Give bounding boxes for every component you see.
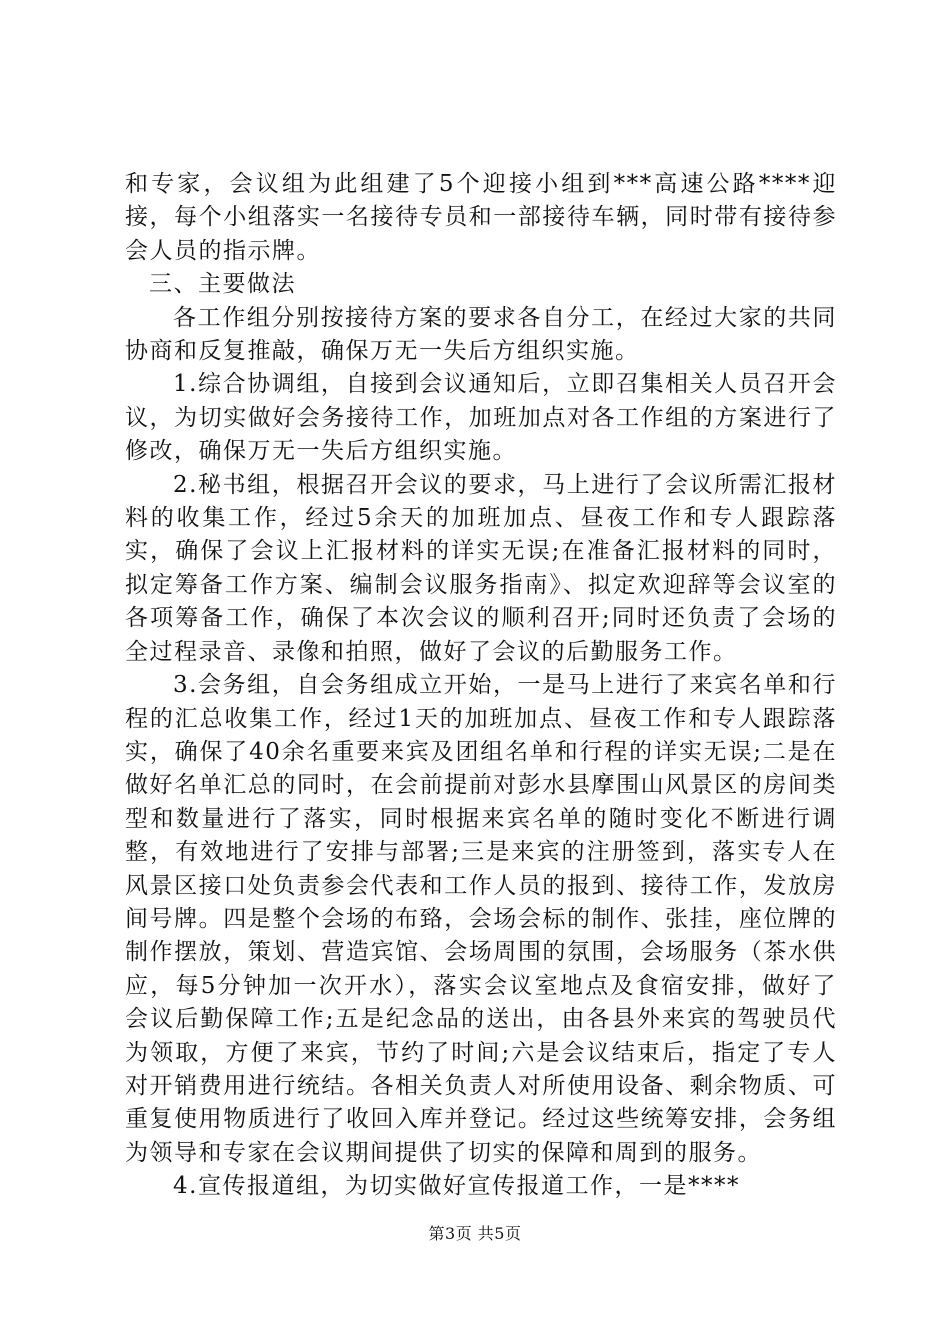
document-body [125,168,837,1204]
paragraph-continuation: 和专家，会议组为此组建了5个迎接小组到***高速公路****迎接，每个小组落实一名接待专员和一部接待车辆，同时带有接待参会人员的指示牌。 [125,171,837,264]
paragraph-item-1: 1.综合协调组，自接到会议通知后，立即召集相关人员召开会议，为切实做好会务接待工作，加班加点对各工作组的方案进行了修改，确保万无一失后方组织实施。 [125,371,837,465]
paragraph-intro: 各工作组分别按接待方案的要求各自分工，在经过大家的共同协商和反复推敲，确保万无一失后方组织实施。 [125,304,837,365]
paragraph-item-2: 2.秘书组，根据召开会议的要求，马上进行了会议所需汇报材料的收集工作，经过5余天的加班加点、昼夜工作和专人跟踪落实，确保了会议上汇报材料的详实无误;在准备汇报材料的同时，拟定筹备工作方案、编制会议服务指南》、拟定欢迎辞等会议室的各项筹备工作，确保了本次会议的顺利召开;同时还负责了会场的全过程录音、录像和拍照，做好了会议的后勤服务工作。 [125,471,837,665]
paragraph-item-3: 3.会务组，自会务组成立开始，一是马上进行了来宾名单和行程的汇总收集工作，经过1天的加班加点、昼夜工作和专人跟踪落实，确保了40余名重要来宾及团组名单和行程的详实无误;二是在做好名单汇总的同时，在会前提前对彭水县摩围山风景区的房间类型和数量进行了落实，同时根据来宾名单的随时变化不断进行调整，有效地进行了安排与部署;三是来宾的注册签到，落实专人在风景区接口处负责参会代表和工作人员的报到、接待工作，发放房间号牌。四是整个会场的布臵，会场会标的制作、张挂，座位牌的制作摆放，策划、营造宾馆、会场周围的氛围，会场服务（茶水供应，每5分钟加一次开水），落实会议室地点及食宿安排，做好了会议后勤保障工作;五是纪念品的送出，由各县外来宾的驾驶员代为领取，方便了来宾，节约了时间;六是会议结束后，指定了专人对开销费用进行统结。各相关负责人对所使用设备、剩余物质、可重复使用物质进行了收回入库并登记。经过这些统筹安排，会务组为领导和专家在会议期间提供了切实的保障和周到的服务。 [125,672,837,1166]
paragraph-item-4: 4.宣传报道组，为切实做好宣传报道工作，一是**** [173,1173,740,1200]
page-footer: 第3页 共5页 [428,1224,522,1243]
section-heading: 三、主要做法 [149,271,296,298]
